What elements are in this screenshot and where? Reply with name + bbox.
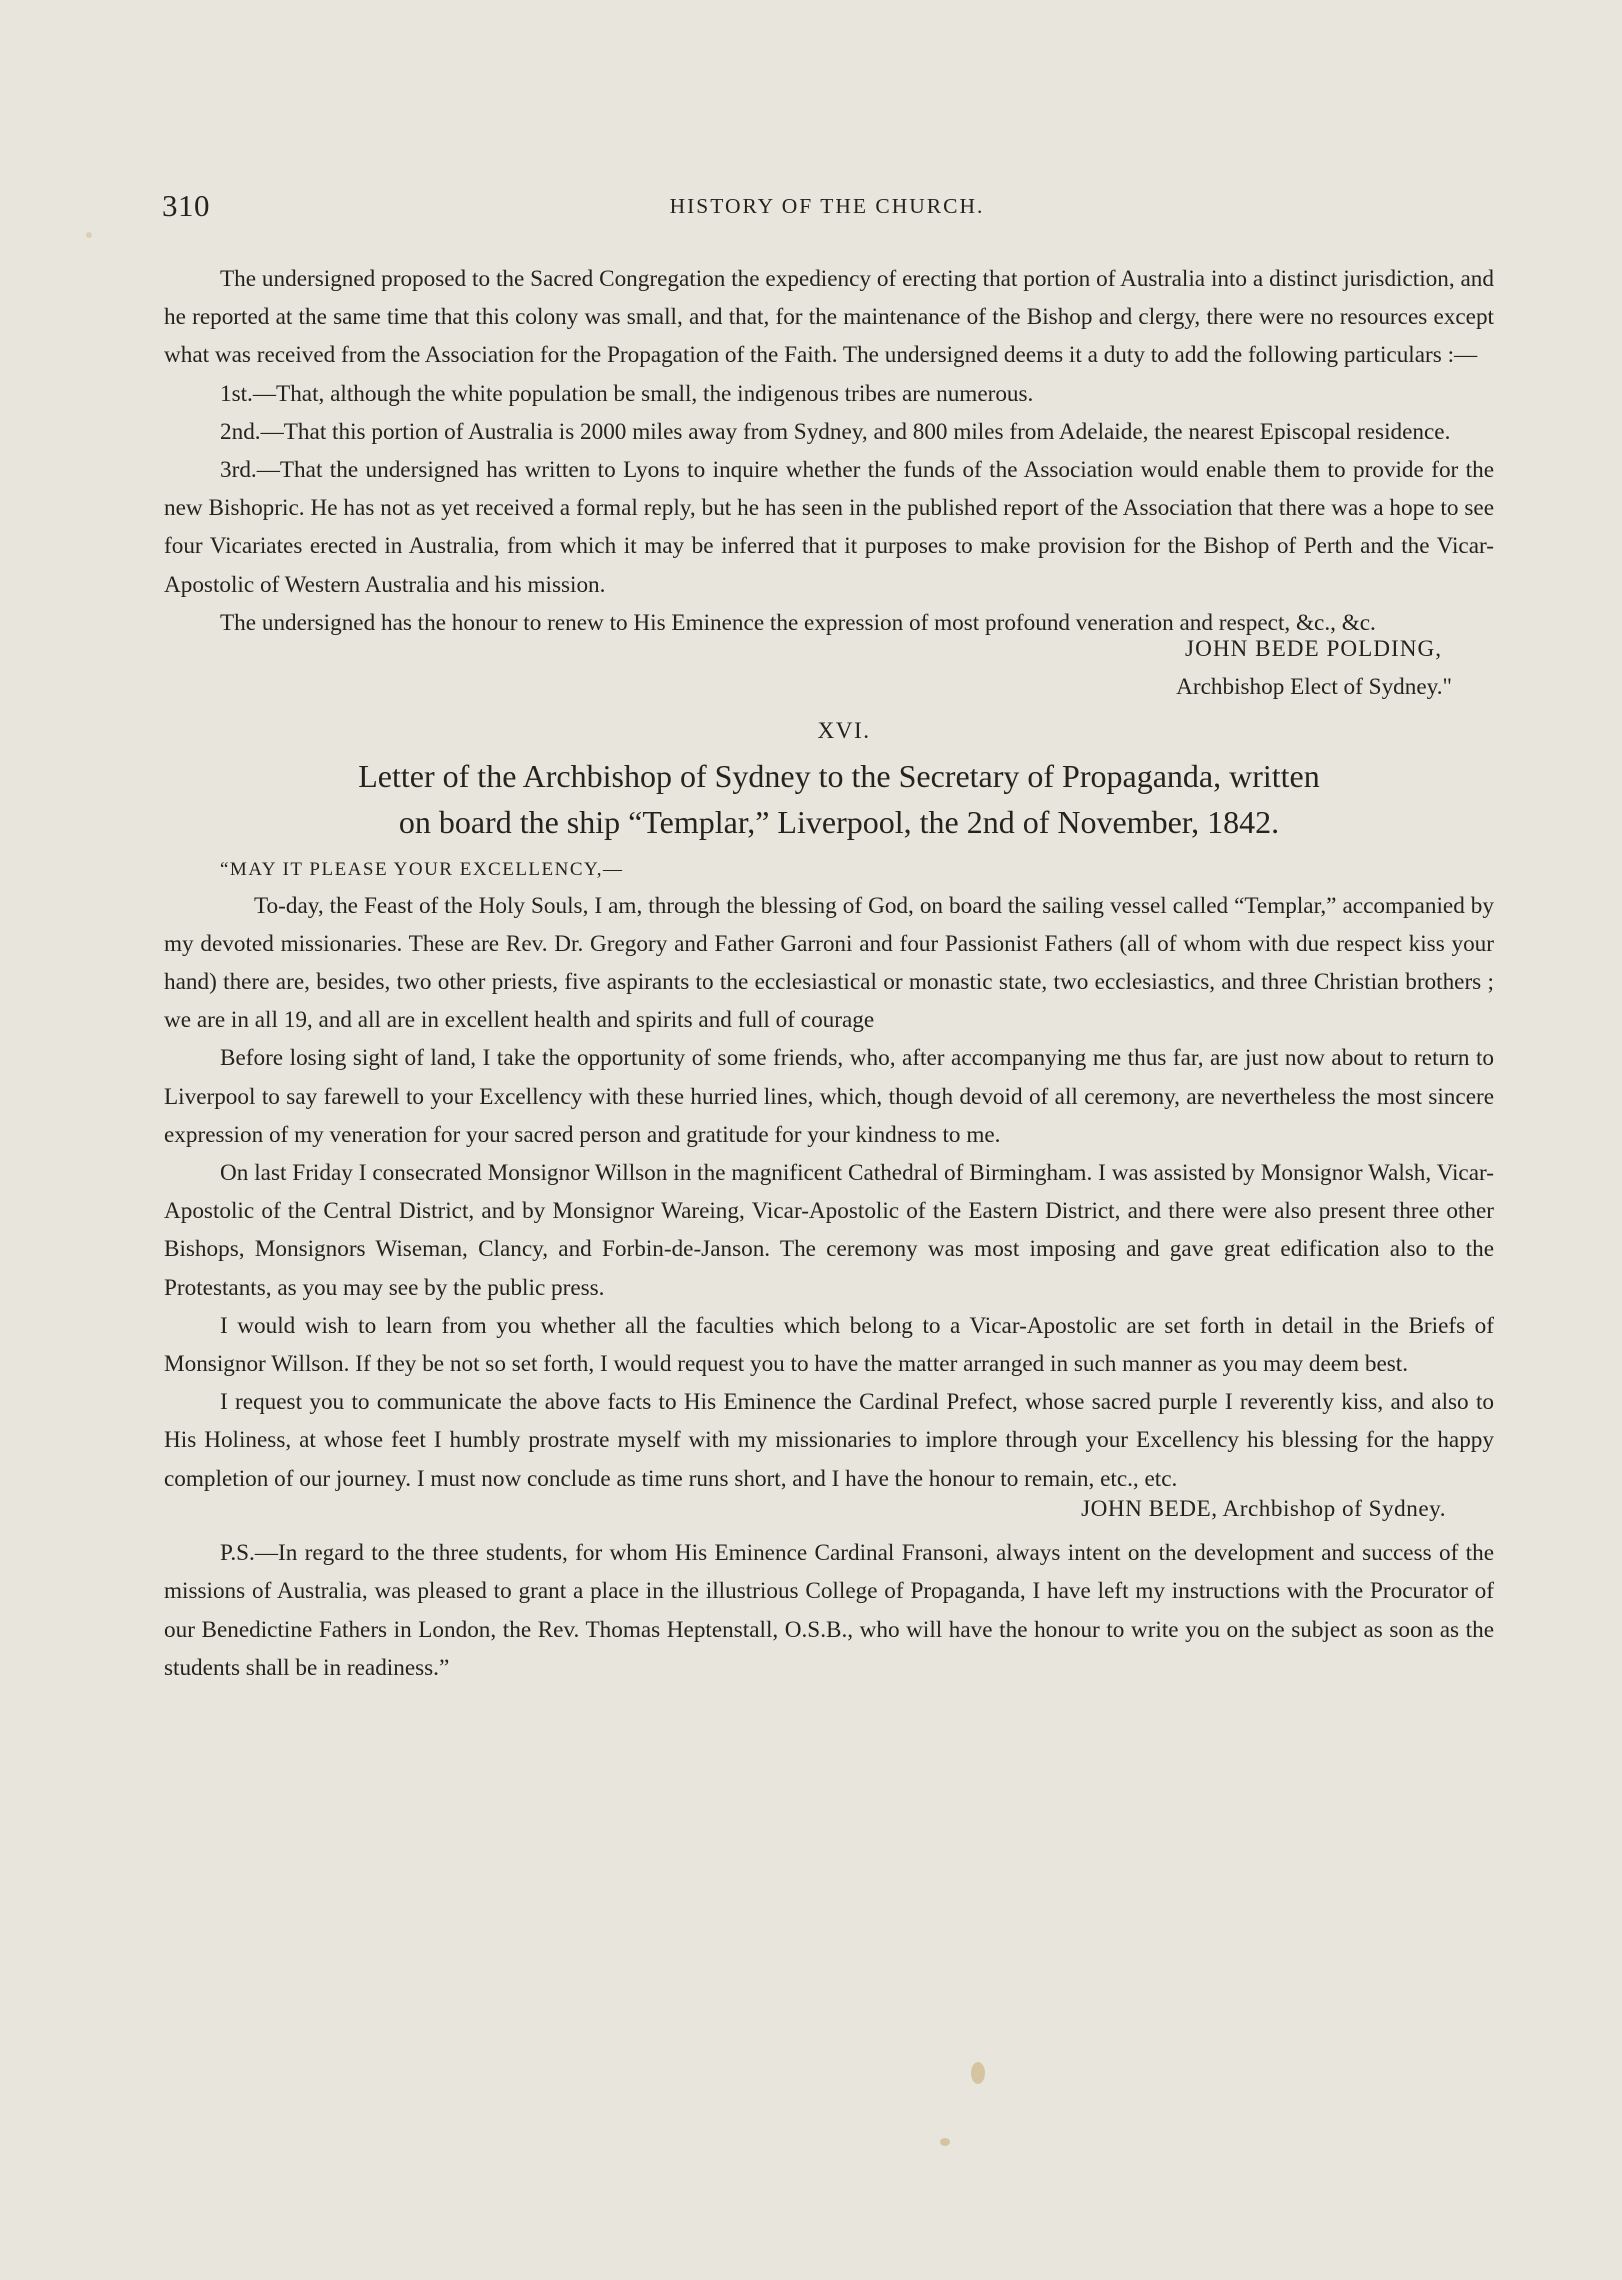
intro-paragraph: 2nd.—That this portion of Australia is 2000 miles away from Sydney, and 800 miles from Adelaide, the nearest Episcopal residence. [220,418,1451,445]
page-header [162,186,1492,226]
memorial-text [164,260,1494,706]
section-title-line: on board the ship “Templar,” Liverpool, the 2nd of November, 1842. [398,803,1280,840]
intro-paragraph: 3rd.—That the undersigned has written to Lyons to inquire whether the funds of the Association would enable them to provide for the new Bishopric. He has not as yet received a formal reply, but he has seen in the published report of the Association that there was a hope to see four Vicariates erected in Australia, from which it may be inferred that it purposes to make provision for the Bishop of Perth and the Vicar-Apostolic of Western Australia and his mission. [164,457,1494,598]
memorial-signature-title: Archbishop Elect of Sydney." [1176,674,1452,701]
letter-paragraph: I request you to communicate the above facts to His Eminence the Cardinal Prefect, whose sacred purple I reverently kiss, and also to His Holiness, at whose feet I humbly prostrate myself with my missionaries to implore through your Excellency his blessing for the happy completion of our journey. I must now conclude as time runs short, and I have the honour to remain, etc., etc. [164,1389,1494,1492]
section-title-line: Letter of the Archbishop of Sydney to the Secretary of Propaganda, written [358,757,1320,794]
memorial-signature-name: JOHN BEDE POLDING, [1185,636,1442,663]
intro-paragraph: The undersigned has the honour to renew to His Eminence the expression of most profound veneration and respect, &c., &c. [220,609,1376,636]
letter-signature: JOHN BEDE, Archbishop of Sydney. [1081,1495,1446,1522]
paper-stain [940,2138,950,2146]
page-number: 310 [162,188,210,223]
running-head: HISTORY OF THE CHURCH. [669,194,985,218]
paper-stain [86,232,92,238]
section-number: XVI. [817,718,871,745]
letter-paragraph: To-day, the Feast of the Holy Souls, I am, through the blessing of God, on board the sailing vessel called “Templar,” accompanied by my devoted missionaries. These are Rev. Dr. Gregory and Father Garroni and four Passionist Fathers (all of whom with due respect kiss your hand) there are, besides, two other priests, five aspirants to the ecclesiastical or monastic state, two ecclesiastics, and three Christian brothers ; we are in all 19, and all are in excellent health and spirits and full of courage [164,892,1494,1034]
letter-text [164,853,1494,1687]
postscript: P.S.—In regard to the three students, for whom His Eminence Cardinal Fransoni, always intent on the development and success of the missions of Australia, was pleased to grant a place in the illustrious College of Propaganda, I have left my instructions with the Procurator of our Benedictine Fathers in London, the Rev. Thomas Heptenstall, O.S.B., who will have the honour to write you on the subject as soon as the students shall be in readiness.” [164,1540,1494,1681]
page-body [164,260,1494,1687]
section-title [164,753,1494,845]
letter-paragraph: Before losing sight of land, I take the opportunity of some friends, who, after accompanying me thus far, are just now about to return to Liverpool to say farewell to your Excellency with these hurried lines, which, though devoid of all ceremony, are nevertheless the most sincere expression of my veneration for your sacred person and gratitude for your kindness to me. [164,1045,1494,1148]
intro-paragraph: The undersigned proposed to the Sacred Congregation the expediency of erecting that portion of Australia into a distinct jurisdiction, and he reported at the same time that this colony was small, and that, for the maintenance of the Bishop and clergy, there were no resources except what was received from the Association for the Propagation of the Faith. The undersigned deems it a duty to add the following particulars :— [164,266,1494,369]
letter-paragraph: On last Friday I consecrated Monsignor Willson in the magnificent Cathedral of Birmingham. I was assisted by Monsignor Walsh, Vicar-Apostolic of the Central District, and by Monsignor Wareing, Vicar-Apostolic of the Eastern District, and there were also present three other Bishops, Monsignors Wiseman, Clancy, and Forbin-de-Janson. The ceremony was most imposing and gave great edification also to the Protestants, as you may see by the public press. [164,1160,1494,1301]
intro-paragraph: 1st.—That, although the white population be small, the indigenous tribes are numerous. [220,380,1034,407]
paper-stain [971,2062,985,2084]
letter-salutation: “MAY IT PLEASE YOUR EXCELLENCY,— [220,858,624,880]
letter-paragraph: I would wish to learn from you whether all the faculties which belong to a Vicar-Apostolic are set forth in detail in the Briefs of Monsignor Willson. If they be not so set forth, I would request you to have the matter arranged in such manner as you may deem best. [164,1312,1494,1378]
